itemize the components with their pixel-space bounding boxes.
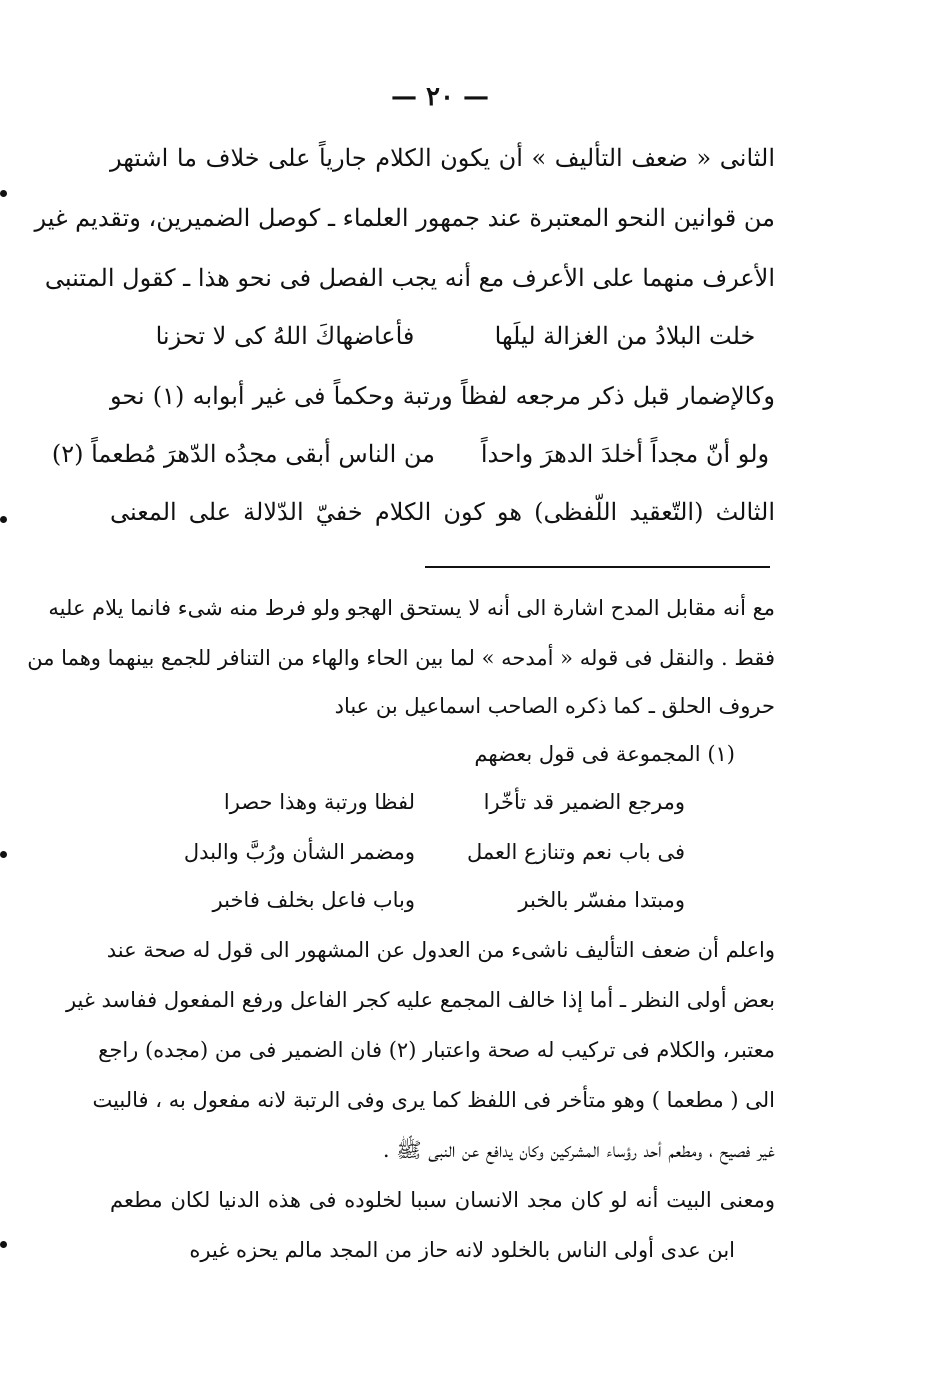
footnote-line: الى ( مطعما ) وهو متأخر فى اللفظ كما يرى وفى الرتبة لانه مفعول به ، فالبيت xyxy=(92,1088,775,1112)
main-line: وكالإضمار قبل ذكر مرجعه لفظاً ورتبة وحكماً فى غير أبوابه (١) نحو xyxy=(110,382,775,410)
verse-second-hemistich: لفظا ورتبة وهذا حصرا xyxy=(223,790,415,814)
footnote-line: فقط . والنقل فى قوله « أمدحه » لما بين الحاء والهاء من التنافر للجمع بينهما وهما من xyxy=(27,646,775,670)
verse-second-hemistich: فأعاضهاكَ اللهُ كى لا تحزنا xyxy=(155,322,415,350)
margin-mark xyxy=(0,190,7,197)
footnote-line: مع أنه مقابل المدح اشارة الى أنه لا يستحق الهجو ولو فرط منه شىء فانما يلام عليه xyxy=(48,596,775,620)
footnote-line: ومعنى البيت أنه لو كان مجد الانسان سببا لخلوده فى هذه الدنيا لكان مطعم xyxy=(110,1188,775,1212)
footnote-line: معتبر، والكلام فى تركيب له صحة واعتبار (٢) فان الضمير فى من (مجده) راجع xyxy=(98,1038,775,1062)
main-line: الثانى « ضعف التأليف » أن يكون الكلام جارياً على خلاف ما اشتهر xyxy=(110,144,775,172)
verse-first-hemistich: ومبتدا مفسّر بالخبر xyxy=(518,888,685,912)
verse-second-hemistich: من الناس أبقى مجدُه الدّهرَ مُطعماً (٢) xyxy=(51,440,435,468)
page-number: — ٢٠ — xyxy=(390,82,490,112)
footnote-line: غير فصيح ، ومطعم أحد رؤساء المشركين وكان يدافع عن النبى ﷺ . xyxy=(382,1138,775,1162)
footnote-line: بعض أولى النظر ـ أما إذا خالف المجمع عليه كجر الفاعل ورفع المفعول ففاسد غير xyxy=(65,988,775,1012)
main-line: الأعرف منهما على الأعرف مع أنه يجب الفصل فى نحو هذا ـ كقول المتنبى xyxy=(44,264,775,292)
verse-second-hemistich: وباب فاعل بخلف فاخبر xyxy=(212,888,415,912)
verse-first-hemistich: ولو أنّ مجداً أخلدَ الدهرَ واحداً xyxy=(480,440,770,468)
footnote-line: حروف الحلق ـ كما ذكره الصاحب اسماعيل بن عباد xyxy=(334,694,775,718)
verse-first-hemistich: فى باب نعم وتنازع العمل xyxy=(466,840,685,864)
footnote-verse xyxy=(175,784,685,820)
verse-mutim xyxy=(51,434,775,474)
main-line: الثالث (التّعقيد اللّفظى) هو كون الكلام خفيّ الدّلالة على المعنى xyxy=(110,498,775,526)
footnote-verse xyxy=(175,882,685,918)
main-line: من قوانين النحو المعتبرة عند جمهور العلماء ـ كوصل الضميرين، وتقديم غير xyxy=(34,204,775,232)
footnote-verse xyxy=(175,834,685,870)
footnote-heading: (١) المجموعة فى قول بعضهم xyxy=(474,742,735,766)
footnote-line: ابن عدى أولى الناس بالخلود لانه حاز من المجد مالم يحزه غيره xyxy=(189,1238,735,1262)
footnote-separator xyxy=(425,566,770,568)
footnote-line: واعلم أن ضعف التأليف ناشىء من العدول عن المشهور الى قول له صحة عند xyxy=(106,938,775,962)
margin-mark xyxy=(0,851,7,858)
verse-mutanabbi xyxy=(135,316,775,356)
verse-first-hemistich: ومرجع الضمير قد تأخّرا xyxy=(483,790,685,814)
verse-first-hemistich: خلت البلادُ من الغزالة ليلَها xyxy=(494,322,756,350)
margin-mark xyxy=(0,516,7,523)
verse-second-hemistich: ومضمر الشأن ورُبَّ والبدل xyxy=(183,840,415,864)
margin-mark xyxy=(0,1241,7,1248)
